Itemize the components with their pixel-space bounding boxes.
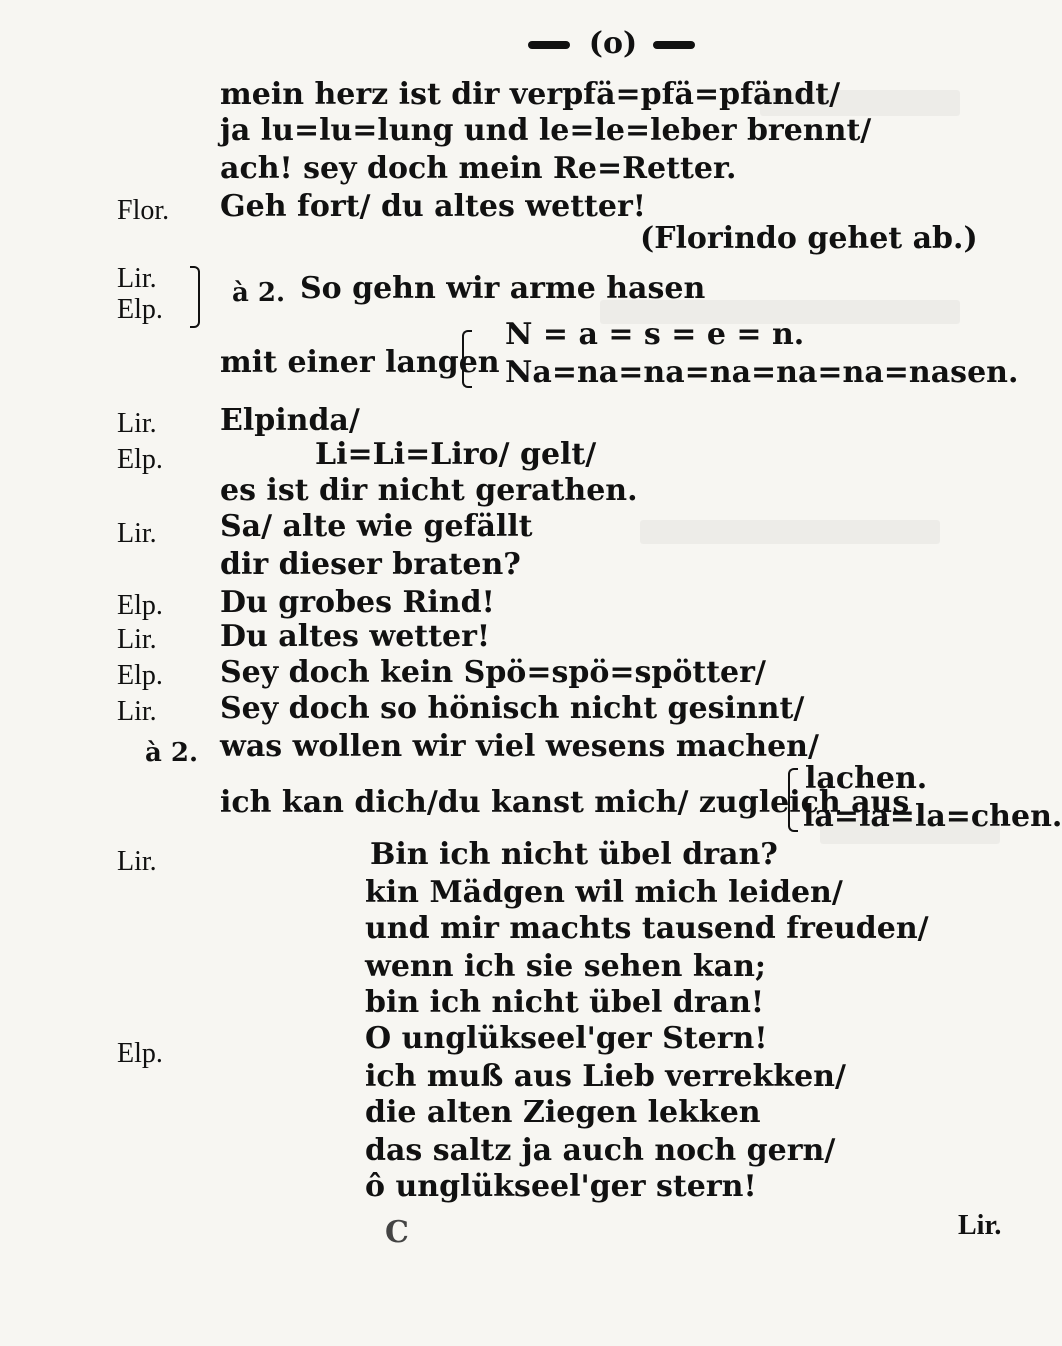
verse-line: Sa/ alte wie gefällt	[220, 509, 533, 544]
ornament-right-icon	[653, 41, 695, 49]
page-number: (o)	[588, 26, 638, 61]
speaker-label: Elp.	[117, 444, 163, 475]
verse-line: und mir machts tausend freuden/	[365, 911, 929, 946]
verse-line: Geh fort/ du altes wetter!	[220, 189, 646, 224]
verse-line: ich kan dich/du kanst mich/ zugleich aus	[220, 785, 910, 820]
verse-line: Sey doch kein Spö=spö=spötter/	[220, 655, 766, 690]
verse-line: ja lu=lu=lung und le=le=leber brennt/	[220, 113, 872, 148]
verse-line-variant: N = a = s = e = n.	[505, 317, 805, 352]
verse-line: ach! sey doch mein Re=Retter.	[220, 151, 737, 186]
verse-line: Li=Li=Liro/ gelt/	[315, 437, 597, 472]
duet-marker: à 2.	[232, 278, 286, 308]
catchword: Lir.	[958, 1210, 1002, 1241]
variant-brace	[788, 768, 798, 832]
variant-brace	[462, 330, 472, 388]
verse-line: es ist dir nicht gerathen.	[220, 473, 638, 508]
verse-line: Sey doch so hönisch nicht gesinnt/	[220, 691, 805, 726]
verse-line: mein herz ist dir verpfä=pfä=pfändt/	[220, 77, 841, 112]
speaker-label: Flor.	[117, 195, 170, 226]
verse-line: So gehn wir arme hasen	[300, 271, 706, 306]
speaker-label: Elp.	[117, 1038, 163, 1069]
speaker-label: Lir.	[117, 624, 157, 655]
verse-line-variant: la=la=la=chen.	[803, 799, 1062, 834]
verse-line: Du altes wetter!	[220, 619, 491, 654]
duet-marker: à 2.	[145, 738, 199, 768]
verse-line: Du grobes Rind!	[220, 585, 495, 620]
verse-line: mit einer langen	[220, 345, 500, 380]
verse-line: dir dieser braten?	[220, 547, 521, 582]
speaker-label: Lir.	[117, 263, 157, 294]
ornament-left-icon	[528, 41, 570, 49]
speaker-label: Elp.	[117, 660, 163, 691]
verse-line-variant: Na=na=na=na=na=na=nasen.	[505, 355, 1019, 390]
speaker-label: Lir.	[117, 408, 157, 439]
speaker-label: Lir.	[117, 518, 157, 549]
speaker-brace	[190, 266, 200, 328]
verse-line: Bin ich nicht übel dran?	[370, 837, 778, 872]
verse-line: Elpinda/	[220, 403, 360, 438]
verse-line: was wollen wir viel wesens machen/	[220, 729, 819, 764]
bleed-through-mark	[640, 520, 940, 544]
speaker-label: Elp.	[117, 294, 163, 325]
speaker-label: Lir.	[117, 846, 157, 877]
speaker-label: Elp.	[117, 590, 163, 621]
signature-mark: C	[385, 1215, 409, 1250]
verse-line: ich muß aus Lieb verrekken/	[365, 1059, 846, 1094]
verse-line: O unglükseel'ger Stern!	[365, 1021, 768, 1056]
verse-line-variant: lachen.	[805, 761, 928, 796]
verse-line: ô unglükseel'ger stern!	[365, 1169, 757, 1204]
verse-line: bin ich nicht übel dran!	[365, 985, 765, 1020]
speaker-label: Lir.	[117, 696, 157, 727]
verse-line: das saltz ja auch noch gern/	[365, 1133, 836, 1168]
verse-line: kin Mädgen wil mich leiden/	[365, 875, 843, 910]
verse-line: wenn ich sie sehen kan;	[365, 949, 766, 984]
verse-line: die alten Ziegen lekken	[365, 1095, 761, 1130]
page-header-ornament	[528, 28, 698, 60]
stage-direction: (Florindo gehet ab.)	[640, 221, 978, 256]
